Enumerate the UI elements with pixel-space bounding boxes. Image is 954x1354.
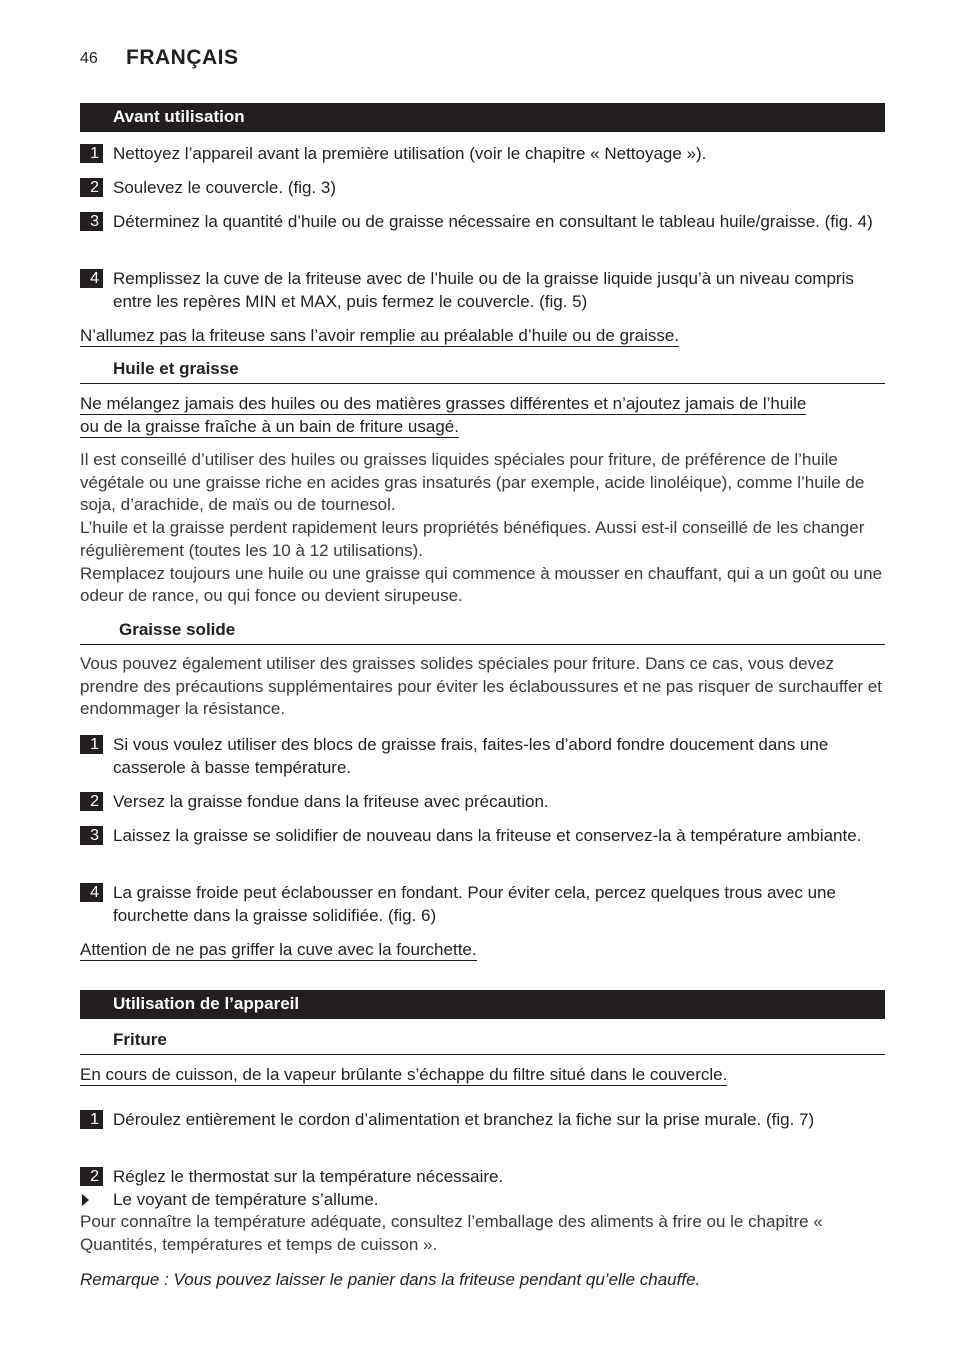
subsection-title: Graisse solide [119,620,236,639]
subsection-title: Friture [113,1030,167,1049]
warning-line: Ne mélangez jamais des huiles ou des matières grasses différentes et n’ajoutez jamais de l’huile [80,394,807,413]
warning-text [80,1063,727,1086]
step-item [80,267,886,313]
paragraph-text: L’huile et la graisse perdent rapidement leurs propriétés bénéfiques. Aussi est-il conseillé de les changer régulièrement (toutes les 10 à 12 utilisations). [80,518,865,560]
step-text: Réglez le thermostat sur la température nécessaire. [113,1167,504,1186]
warning-text [80,392,806,438]
result-bullet [80,1188,886,1211]
step-number: 2 [80,1167,103,1186]
section-title: Utilisation de l’appareil [113,994,300,1013]
warning-line: En cours de cuisson, de la vapeur brûlante s’échappe du filtre situé dans le couvercle. [80,1065,728,1084]
body-paragraph [80,653,886,721]
warning-line: Attention de ne pas griffer la cuve avec la fourchette. [80,940,477,959]
subsection-graisse-solide [80,618,885,645]
step-number: 1 [80,144,103,163]
step-item [80,142,886,165]
bullet-text: Le voyant de température s’allume. [113,1190,379,1209]
warning-text [80,938,477,961]
step-item [80,176,886,199]
step-number: 2 [80,178,103,197]
step-number: 2 [80,792,103,811]
step-number: 3 [80,212,103,231]
step-item [80,1165,886,1188]
step-text: Déterminez la quantité d’huile ou de graisse nécessaire en consultant le tableau huile/graisse. (fig. 4) [113,212,873,231]
subsection-title: Huile et graisse [113,359,239,378]
section-bar-utilisation [80,990,885,1019]
paragraph-text: Pour connaître la température adéquate, consultez l’emballage des aliments à frire ou le chapitre « Quantités, températures et temps de cuisson ». [80,1212,823,1254]
step-text: Soulevez le couvercle. (fig. 3) [113,178,336,197]
warning-line: N’allumez pas la friteuse sans l’avoir remplie au préalable d’huile ou de graisse. [80,326,680,345]
paragraph-text: Il est conseillé d’utiliser des huiles ou graisses liquides spéciales pour friture, de préférence de l’huile végétale ou une graisse riche en acides gras insaturés (par exemple, acide linoléique), comme l’huile de soja, d’arachide, de maïs ou de tournesol. [80,450,865,515]
step-text: Si vous voulez utiliser des blocs de graisse frais, faites-les d’abord fondre doucement dans une casserole à basse température. [113,735,829,777]
body-paragraph [80,449,886,608]
step-text: Laissez la graisse se solidifier de nouveau dans la friteuse et conservez-la à température ambiante. [113,826,862,845]
step-item [80,1108,886,1131]
step-item [80,790,886,813]
step-number: 4 [80,269,103,288]
step-text: Remplissez la cuve de la friteuse avec de l’huile ou de la graisse liquide jusqu’à un niveau compris entre les repères MIN et MAX, puis fermez le couvercle. (fig. 5) [113,269,854,311]
warning-text [80,324,679,347]
step-text: Versez la graisse fondue dans la friteuse avec précaution. [113,792,549,811]
step-item [80,210,886,233]
step-item [80,881,886,927]
warning-line: ou de la graisse fraîche à un bain de friture usagé. [80,417,459,436]
step-number: 3 [80,826,103,845]
step-text: La graisse froide peut éclabousser en fondant. Pour éviter cela, percez quelques trous avec une fourchette dans la graisse solidifiée. (fig. 6) [113,883,836,925]
step-number: 1 [80,735,103,754]
triangle-bullet-icon [82,1194,89,1206]
section-bar-avant-utilisation [80,103,885,132]
subsection-friture [80,1028,885,1055]
section-title: Avant utilisation [113,107,245,126]
subsection-huile-et-graisse [80,357,885,384]
step-item [80,733,886,779]
page-number: 46 [80,50,98,67]
language-heading: FRANÇAIS [126,46,239,69]
note-text: Remarque : Vous pouvez laisser le panier dans la friteuse pendant qu’elle chauffe. [80,1270,701,1289]
step-number: 1 [80,1110,103,1129]
paragraph-text: Remplacez toujours une huile ou une graisse qui commence à mousser en chauffant, qui a un goût ou une odeur de rance, ou qui fonce ou devient sirupeuse. [80,563,883,606]
step-text: Déroulez entièrement le cordon d’alimentation et branchez la fiche sur la prise murale. (fig. 7) [113,1110,815,1129]
step-item [80,824,886,847]
body-paragraph [80,1211,886,1256]
step-text: Nettoyez l’appareil avant la première utilisation (voir le chapitre « Nettoyage »). [113,144,707,163]
paragraph-text: Vous pouvez également utiliser des graisses solides spéciales pour friture. Dans ce cas, vous devez prendre des précautions supplémentaires pour éviter les éclaboussures et ne pas risquer de surchauffer et endommager la résistance. [80,654,882,719]
step-number: 4 [80,883,103,902]
